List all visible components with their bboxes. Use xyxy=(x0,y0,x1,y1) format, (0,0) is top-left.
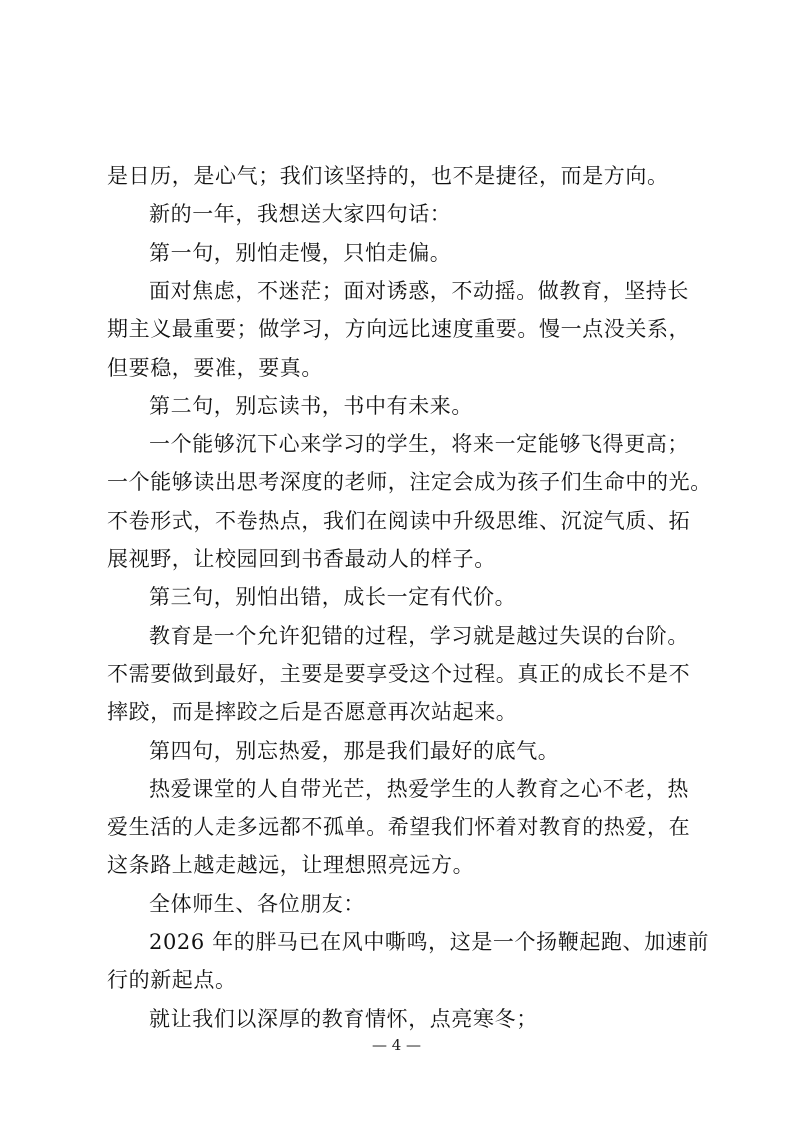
text-line: 全体师生、各位朋友： xyxy=(149,892,365,916)
text-line: 新的一年，我想送大家四句话： xyxy=(149,202,452,226)
text-line: 一个能够读出思考深度的老师，注定会成为孩子们生命中的光。 xyxy=(107,470,712,494)
text-line: 热爱课堂的人自带光芒，热爱学生的人教育之心不老，热 xyxy=(149,777,689,801)
text-line: 但要稳，要准，要真。 xyxy=(107,356,323,380)
text-line: 第四句，别忘热爱，那是我们最好的底气。 xyxy=(149,739,560,763)
text-line: 第一句，别怕走慢，只怕走偏。 xyxy=(149,241,452,265)
text-line: 不卷形式，不卷热点，我们在阅读中升级思维、沉淀气质、拓 xyxy=(107,509,691,533)
text-line: 第二句，别忘读书，书中有未来。 xyxy=(149,394,473,418)
text-line: 这条路上越走越远，让理想照亮远方。 xyxy=(107,853,475,877)
text-line: 期主义最重要；做学习，方向远比速度重要。慢一点没关系， xyxy=(107,317,691,341)
text-line: 是日历，是心气；我们该坚持的，也不是捷径，而是方向。 xyxy=(107,164,669,188)
text-line: 不需要做到最好，主要是要享受这个过程。真正的成长不是不 xyxy=(107,662,691,686)
text-line: 第三句，别怕出错，成长一定有代价。 xyxy=(149,585,517,609)
text-line: 展视野，让校园回到书香最动人的样子。 xyxy=(107,547,496,571)
page-number: — 4 — xyxy=(371,1036,422,1054)
text-line: 2026 年的胖马已在风中嘶鸣，这是一个扬鞭起跑、加速前 xyxy=(149,930,709,954)
text-line: 面对焦虑，不迷茫；面对诱惑，不动摇。做教育，坚持长 xyxy=(149,279,689,303)
text-line: 爱生活的人走多远都不孤单。希望我们怀着对教育的热爱，在 xyxy=(107,815,691,839)
text-line: 一个能够沉下心来学习的学生，将来一定能够飞得更高； xyxy=(149,432,689,456)
text-line: 行的新起点。 xyxy=(107,968,237,992)
text-line: 就让我们以深厚的教育情怀，点亮寒冬； xyxy=(149,1007,538,1031)
text-line: 教育是一个允许犯错的过程，学习就是越过失误的台阶。 xyxy=(149,624,689,648)
text-line: 摔跤，而是摔跤之后是否愿意再次站起来。 xyxy=(107,700,518,724)
